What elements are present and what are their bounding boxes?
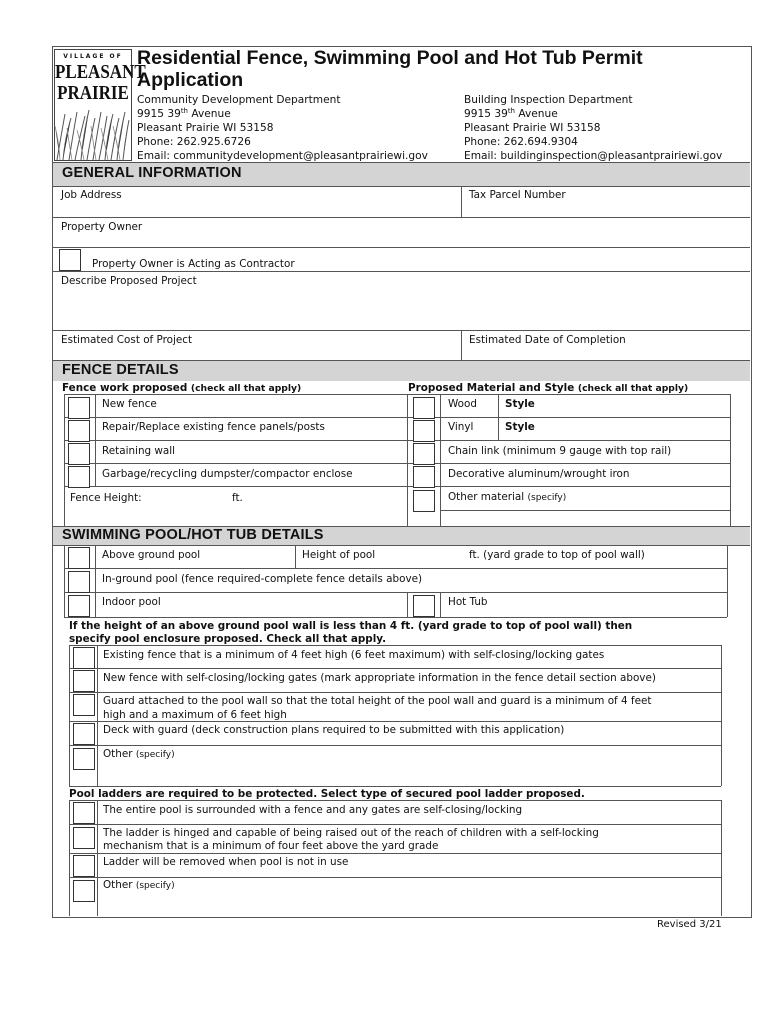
estimated-cost-label: Estimated Cost of Project [61, 334, 193, 346]
title-line2: Application [137, 69, 244, 91]
repair-fence-checkbox[interactable] [68, 420, 90, 442]
ladder-removed-checkbox[interactable] [73, 855, 95, 877]
form-title [137, 47, 737, 91]
enclosure-other-checkbox[interactable] [73, 748, 95, 770]
guard-attached-label-line2: high and a maximum of 6 feet high [103, 709, 287, 721]
hot-tub-checkbox[interactable] [413, 595, 435, 617]
chain-link-label: Chain link (minimum 9 gauge with top rail) [448, 445, 672, 457]
ladder-other-label: Other (specify) [103, 879, 175, 891]
entire-pool-fenced-checkbox[interactable] [73, 802, 95, 824]
hinged-ladder-checkbox[interactable] [73, 827, 95, 849]
enclosure-other-label: Other (specify) [103, 748, 175, 760]
enclosure-other-field[interactable] [103, 762, 718, 784]
ladder-other-checkbox[interactable] [73, 880, 95, 902]
hinged-ladder-label-line2: mechanism that is a minimum of four feet above the yard grade [103, 840, 439, 852]
contact-city: Pleasant Prairie WI 53158 [137, 122, 274, 134]
other-material-checkbox[interactable] [413, 490, 435, 512]
deck-with-guard-checkbox[interactable] [73, 723, 95, 745]
section-fence-details [53, 361, 750, 381]
contact-street: 9915 39th Avenue [464, 107, 558, 120]
existing-fence-checkbox[interactable] [73, 647, 95, 669]
dumpster-enclosure-checkbox[interactable] [68, 466, 90, 488]
pool-height-note: ft. (yard grade to top of pool wall) [469, 549, 645, 561]
in-ground-pool-checkbox[interactable] [68, 571, 90, 593]
existing-fence-label: Existing fence that is a minimum of 4 feet high (6 feet maximum) with self-closing/locking gates [103, 649, 605, 661]
indoor-pool-label: Indoor pool [102, 596, 161, 608]
vinyl-checkbox[interactable] [413, 420, 435, 442]
contact-email[interactable]: Email: buildinginspection@pleasantprairiewi.gov [464, 150, 723, 162]
contact-street: 9915 39th Avenue [137, 107, 231, 120]
above-ground-pool-label: Above ground pool [102, 549, 201, 561]
decorative-aluminum-label: Decorative aluminum/wrought iron [448, 468, 630, 480]
guard-attached-label-line1: Guard attached to the pool wall so that the total height of the pool wall and guard is a minimum of 4 feet [103, 695, 652, 707]
pool-height-label: Height of pool [302, 549, 376, 561]
contact-dept: Community Development Department [137, 94, 341, 106]
community-development-contact [137, 93, 428, 163]
tax-parcel-label: Tax Parcel Number [469, 189, 566, 201]
section-heading: FENCE DETAILS [62, 362, 179, 378]
decorative-aluminum-checkbox[interactable] [413, 466, 435, 488]
contact-phone: Phone: 262.694.9304 [464, 136, 578, 148]
job-address-field[interactable] [53, 200, 461, 217]
deck-with-guard-label: Deck with guard (deck construction plans required to be submitted with this application) [103, 724, 565, 736]
logo-name-line1: PLEASANT [55, 60, 146, 83]
estimated-cost-field[interactable] [53, 345, 461, 360]
fence-height-label: Fence Height: [70, 492, 142, 504]
building-inspection-contact [464, 93, 722, 163]
ladder-removed-label: Ladder will be removed when pool is not in use [103, 856, 349, 868]
in-ground-pool-label: In-ground pool (fence required-complete fence details above) [102, 573, 423, 585]
owner-contractor-label: Property Owner is Acting as Contractor [92, 258, 295, 270]
contact-city: Pleasant Prairie WI 53158 [464, 122, 601, 134]
enclosure-note-line1: If the height of an above ground pool wall is less than 4 ft. (yard grade to top of pool wall) then [69, 620, 633, 632]
wood-checkbox[interactable] [413, 397, 435, 419]
other-material-label: Other material (specify) [448, 491, 567, 503]
fence-material-heading: Proposed Material and Style (check all that apply) [408, 382, 689, 394]
retaining-wall-label: Retaining wall [102, 445, 176, 457]
retaining-wall-checkbox[interactable] [68, 443, 90, 465]
contact-dept: Building Inspection Department [464, 94, 633, 106]
section-pool-details [53, 527, 750, 545]
entire-pool-fenced-label: The entire pool is surrounded with a fence and any gates are self-closing/locking [103, 804, 523, 816]
revision-date: Revised 3/21 [657, 919, 722, 930]
hinged-ladder-label-line1: The ladder is hinged and capable of being raised out of the reach of children with a self-locking [103, 827, 599, 839]
indoor-pool-checkbox[interactable] [68, 595, 90, 617]
above-ground-pool-checkbox[interactable] [68, 547, 90, 569]
logo-village-text: VILLAGE OF [63, 53, 123, 60]
new-fence-label: New fence [102, 398, 157, 410]
vinyl-label: Vinyl [448, 421, 474, 433]
contact-phone: Phone: 262.925.6726 [137, 136, 251, 148]
pool-height-field[interactable] [385, 547, 465, 565]
describe-project-label: Describe Proposed Project [61, 275, 197, 287]
property-owner-field[interactable] [53, 232, 750, 247]
dumpster-enclosure-label: Garbage/recycling dumpster/compactor enclose [102, 468, 353, 480]
logo-name-line2: PRAIRIE [57, 81, 129, 104]
repair-fence-label: Repair/Replace existing fence panels/posts [102, 421, 325, 433]
new-fence-gates-checkbox[interactable] [73, 670, 95, 692]
estimated-date-label: Estimated Date of Completion [469, 334, 626, 346]
title-line1: Residential Fence, Swimming Pool and Hot Tub Permit [137, 47, 643, 69]
wood-label: Wood [448, 398, 477, 410]
vinyl-style-label: Style [505, 421, 535, 433]
describe-project-field[interactable] [53, 288, 750, 330]
tax-parcel-field[interactable] [462, 200, 750, 217]
fence-height-unit: ft. [232, 492, 243, 504]
section-heading: SWIMMING POOL/HOT TUB DETAILS [62, 527, 324, 543]
section-general-information [53, 163, 750, 186]
job-address-label: Job Address [61, 189, 122, 201]
ladder-note: Pool ladders are required to be protected. Select type of secured pool ladder proposed. [69, 788, 585, 800]
property-owner-label: Property Owner [61, 221, 143, 233]
fence-work-heading: Fence work proposed (check all that apply) [62, 382, 302, 394]
logo-grass-graphic [55, 106, 131, 160]
chain-link-checkbox[interactable] [413, 443, 435, 465]
guard-attached-checkbox[interactable] [73, 694, 95, 716]
section-heading: GENERAL INFORMATION [62, 165, 242, 181]
owner-contractor-checkbox[interactable] [59, 249, 81, 271]
fence-height-field[interactable] [150, 489, 228, 507]
wood-style-label: Style [505, 398, 535, 410]
contact-email[interactable]: Email: communitydevelopment@pleasantprairiewi.gov [137, 150, 428, 162]
ladder-other-field[interactable] [103, 893, 718, 914]
new-fence-gates-label: New fence with self-closing/locking gates (mark appropriate information in the fence detail section above) [103, 672, 656, 684]
enclosure-note-line2: specify pool enclosure proposed. Check all that apply. [69, 633, 387, 645]
estimated-date-field[interactable] [462, 345, 750, 360]
hot-tub-label: Hot Tub [448, 596, 488, 608]
village-logo [54, 49, 146, 161]
new-fence-checkbox[interactable] [68, 397, 90, 419]
